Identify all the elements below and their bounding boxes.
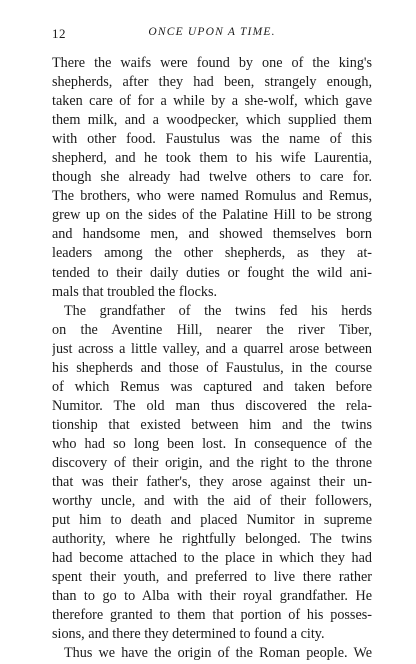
text-line: Numitor. The old man thus discovered the rela- (52, 397, 372, 414)
text-line: therefore granted to them that portion of his posses- (52, 607, 372, 624)
text-line: on the Aventine Hill, nearer the river Tiber, (52, 321, 372, 338)
text-line: worthy uncle, and with the aid of their followers, (52, 493, 372, 510)
text-line: of which Remus was captured and taken before (52, 378, 372, 395)
text-line: just across a little valley, and a quarrel arose between (52, 340, 372, 357)
text-line: leaders among the other shepherds, as they at- (52, 245, 372, 262)
text-line: tionship that existed between him and the twins (52, 416, 372, 433)
text-line: There the waifs were found by one of the king's (52, 55, 372, 71)
page-number: 12 (52, 26, 66, 41)
text-line: sions, and there they determined to found a city. (52, 626, 325, 643)
text-line: authority, where he rightfully belonged. The twins (52, 531, 372, 548)
text-line: tended to their daily duties or fought the wild ani- (52, 264, 372, 281)
page-header (52, 26, 372, 42)
text-line: who had so long been lost. In consequence of the (52, 435, 372, 452)
text-line: mals that troubled the flocks. (52, 283, 218, 300)
text-line: and handsome men, and showed themselves born (52, 226, 372, 243)
body-text (52, 54, 372, 664)
text-line: spent their youth, and preferred to live there rather (52, 569, 372, 586)
text-line: them milk, and a woodpecker, which supplied them (52, 112, 372, 129)
text-line: taken care of for a while by a she-wolf, which gave (52, 93, 372, 110)
text-line: than to go to Alba with their royal grandfather. He (52, 588, 372, 605)
text-line: shepherd, and he took them to his wife Laurentia, (52, 150, 372, 167)
text-line: had become attached to the place in which they had (52, 550, 372, 567)
text-line: his shepherds and those of Faustulus, in the course (52, 359, 372, 376)
text-line: The grandfather of the twins fed his herds (64, 302, 372, 319)
text-line: Thus we have the origin of the Roman people. We (64, 645, 372, 662)
text-line: The brothers, who were named Romulus and Remus, (52, 188, 372, 205)
text-line: put him to death and placed Numitor in supreme (52, 512, 372, 529)
text-line: that was their father's, they arose against their un- (52, 474, 372, 491)
text-line: discovery of their origin, and the right to the throne (52, 454, 372, 471)
text-line: though she already had twelve others to care for. (52, 169, 372, 186)
text-line: with other food. Faustulus was the name of this (52, 131, 372, 148)
running-head: ONCE UPON A TIME. (148, 26, 276, 38)
text-line: grew up on the sides of the Palatine Hill to be strong (52, 207, 372, 224)
text-line: shepherds, after they had been, strangely enough, (52, 74, 372, 91)
